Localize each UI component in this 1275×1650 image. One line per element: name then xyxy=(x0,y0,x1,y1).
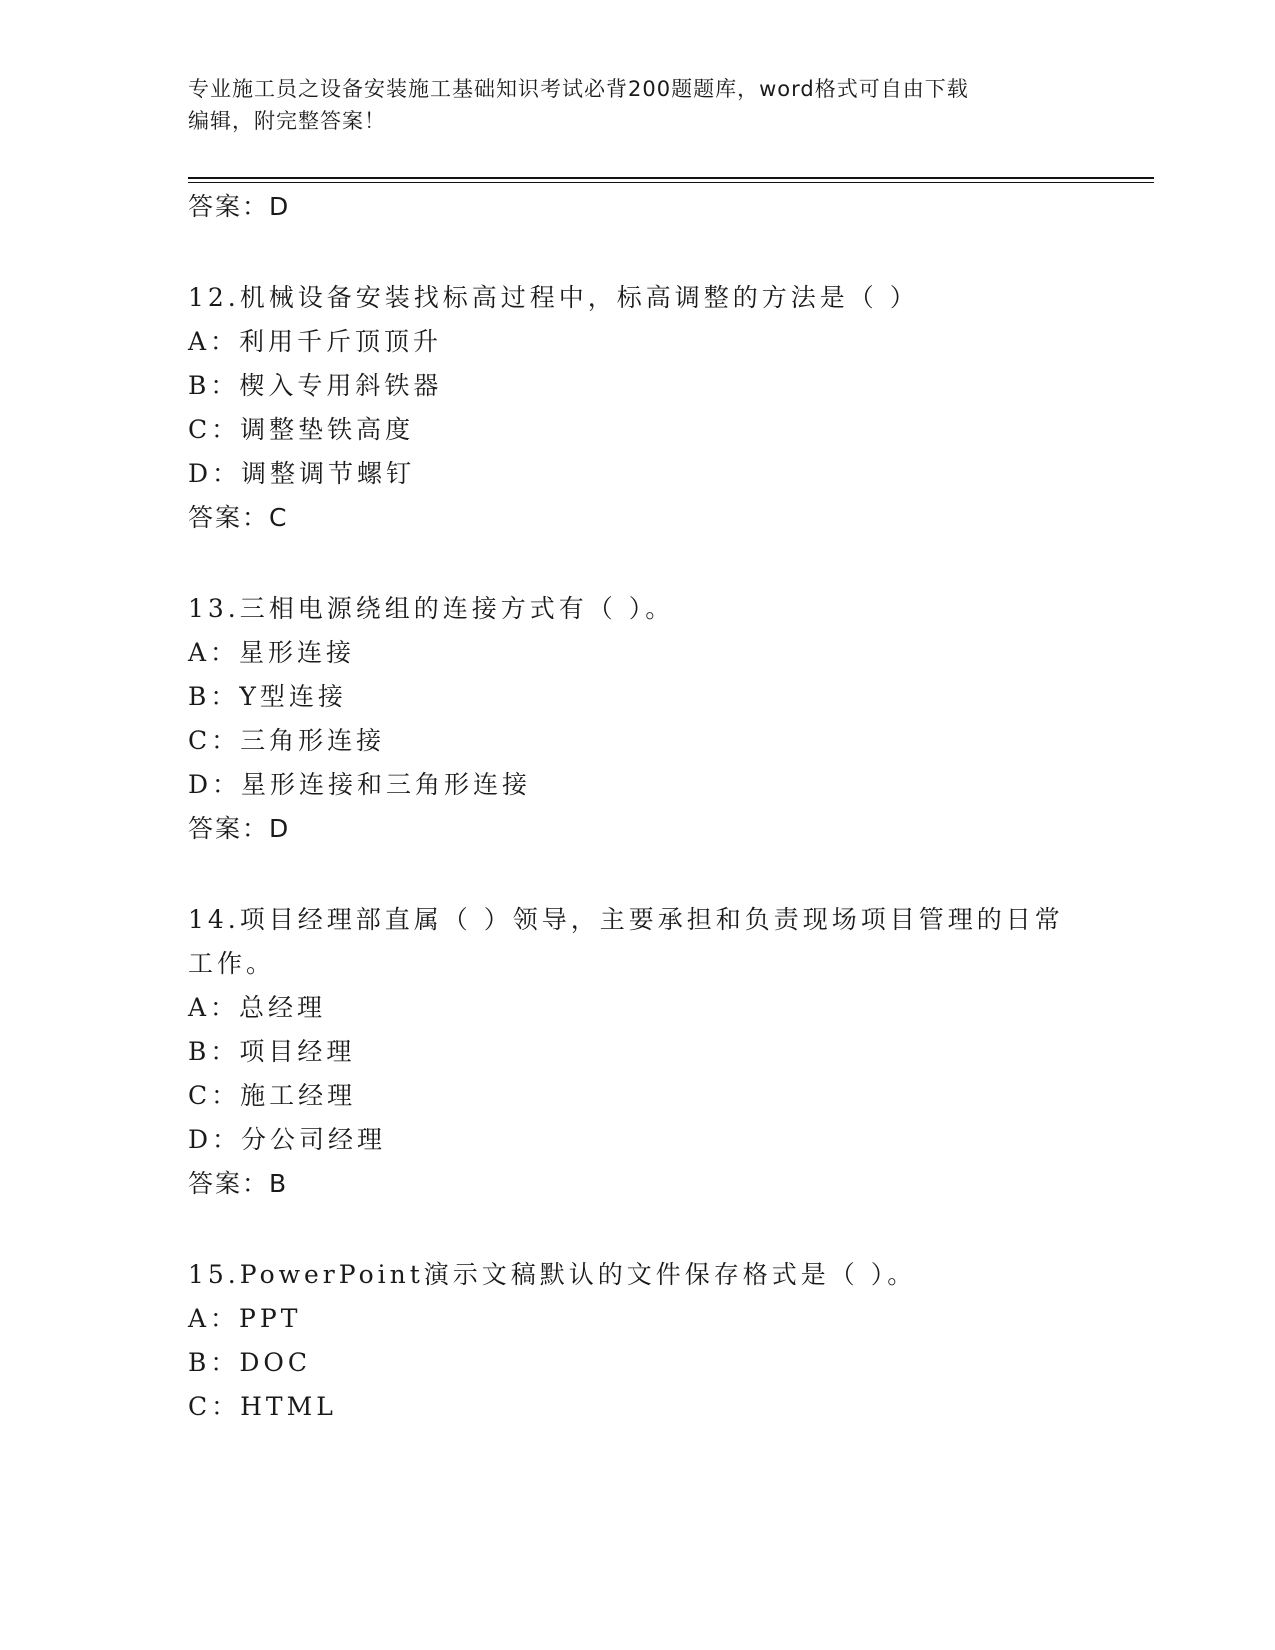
question-12-option-a: A：利用千斤顶顶升 xyxy=(188,327,443,356)
question-14-answer: 答案：B xyxy=(188,1169,289,1198)
previous-answer: 答案：D xyxy=(188,192,291,221)
question-14-stem-line-2: 工作。 xyxy=(188,949,276,978)
question-14-stem-line-1: 14.项目经理部直属（ ）领导，主要承担和负责现场项目管理的日常 xyxy=(188,905,1064,934)
question-13-option-c: C：三角形连接 xyxy=(188,726,386,755)
question-15-option-a: A：PPT xyxy=(188,1304,302,1333)
header-title-line-2: 编辑，附完整答案！ xyxy=(188,109,386,133)
document-header xyxy=(188,73,1078,137)
question-13-answer: 答案：D xyxy=(188,814,291,843)
question-12-option-c: C：调整垫铁高度 xyxy=(188,415,415,444)
header-divider-thick xyxy=(188,177,1154,179)
question-13-option-a: A：星形连接 xyxy=(188,638,356,667)
header-title-line-1: 专业施工员之设备安装施工基础知识考试必背200题题库，word格式可自由下载 xyxy=(188,77,969,101)
question-12-option-b: B：楔入专用斜铁器 xyxy=(188,371,443,400)
question-15-stem: 15.PowerPoint演示文稿默认的文件保存格式是（ ）。 xyxy=(188,1260,917,1289)
question-12-stem: 12.机械设备安装找标高过程中，标高调整的方法是（ ） xyxy=(188,283,919,312)
question-15-option-c: C：HTML xyxy=(188,1392,337,1421)
question-13-option-b: B：Y型连接 xyxy=(188,682,347,711)
question-13-stem: 13.三相电源绕组的连接方式有（ ）。 xyxy=(188,594,675,623)
question-12-answer: 答案：C xyxy=(188,503,289,532)
question-14-option-b: B：项目经理 xyxy=(188,1037,356,1066)
question-14-option-a: A：总经理 xyxy=(188,993,327,1022)
question-12-option-d: D：调整调节螺钉 xyxy=(188,459,416,488)
question-13-option-d: D：星形连接和三角形连接 xyxy=(188,770,532,799)
question-14-option-d: D：分公司经理 xyxy=(188,1125,387,1154)
header-divider-thin xyxy=(188,182,1154,183)
question-14-option-c: C：施工经理 xyxy=(188,1081,357,1110)
question-15-option-b: B：DOC xyxy=(188,1348,312,1377)
